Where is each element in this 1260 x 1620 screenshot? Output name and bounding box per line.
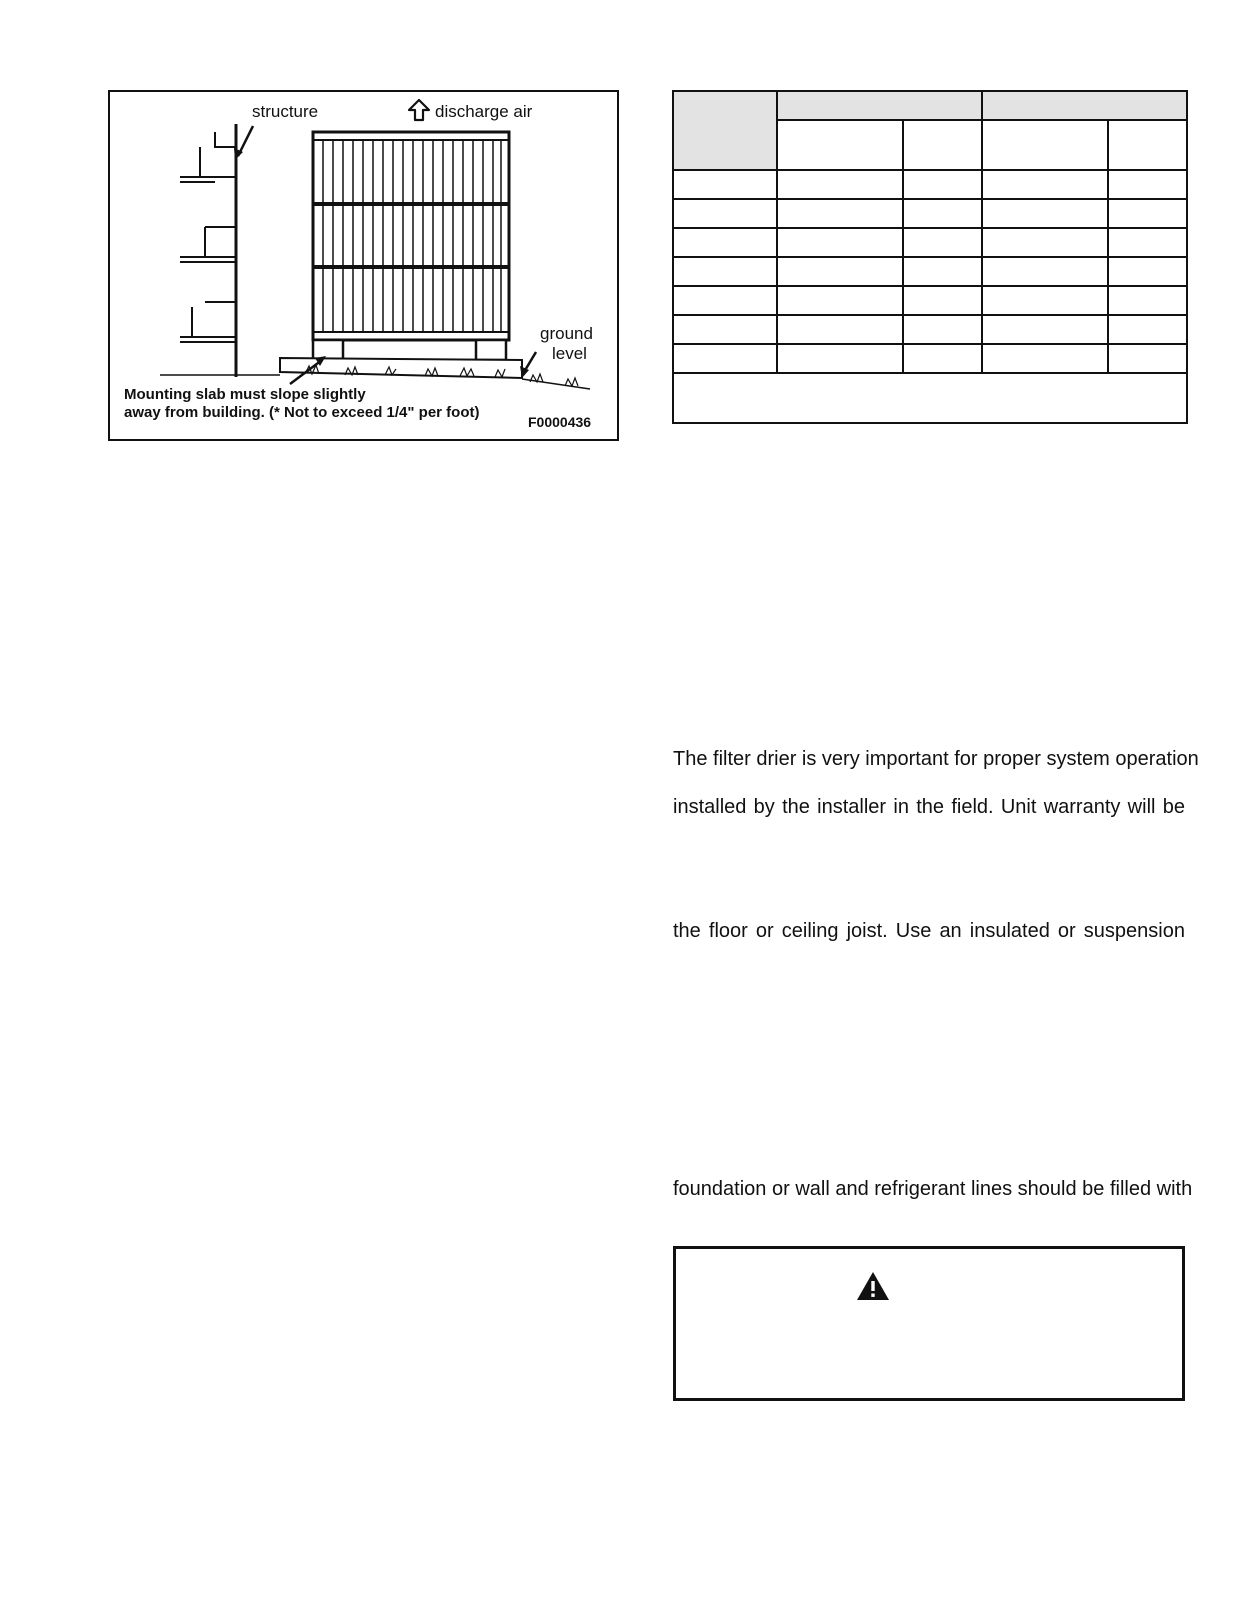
- table-row: [673, 199, 1187, 228]
- table-subheader: [777, 120, 903, 170]
- slab-note-line1: Mounting slab must slope slightly: [124, 386, 366, 403]
- table-subheader: [903, 120, 982, 170]
- table-subheader: [982, 120, 1108, 170]
- table-row: [673, 170, 1187, 199]
- table-group-header: [777, 91, 982, 120]
- table-row: [673, 228, 1187, 257]
- table-row: [673, 315, 1187, 344]
- warning-triangle-icon: [856, 1271, 890, 1301]
- warning-box: [673, 1246, 1185, 1401]
- level-label: level: [552, 344, 587, 363]
- figure-id: F0000436: [528, 414, 592, 430]
- table-footnote-row: [673, 373, 1187, 423]
- spec-table: [672, 90, 1188, 424]
- mounting-figure: [108, 90, 619, 441]
- up-arrow-icon: [407, 98, 431, 122]
- table-row: [673, 257, 1187, 286]
- table-row: [673, 286, 1187, 315]
- table-header-corner: [673, 91, 777, 170]
- text-line: installed by the installer in the field. Unit warranty will be: [673, 796, 1185, 818]
- structure-label: structure: [252, 102, 319, 121]
- table-subheader: [1108, 120, 1187, 170]
- discharge-air-label: discharge air: [435, 102, 533, 121]
- table-row: [673, 344, 1187, 373]
- text-line: foundation or wall and refrigerant lines should be filled with: [673, 1178, 1193, 1200]
- table-group-header: [982, 91, 1187, 120]
- slab-note-line2: away from building. (* Not to exceed 1/4" per foot): [124, 404, 480, 421]
- ground-label: ground: [540, 324, 593, 343]
- text-line: the floor or ceiling joist. Use an insulated or suspension: [673, 920, 1185, 942]
- text-line: The filter drier is very important for proper system operation: [673, 748, 1199, 770]
